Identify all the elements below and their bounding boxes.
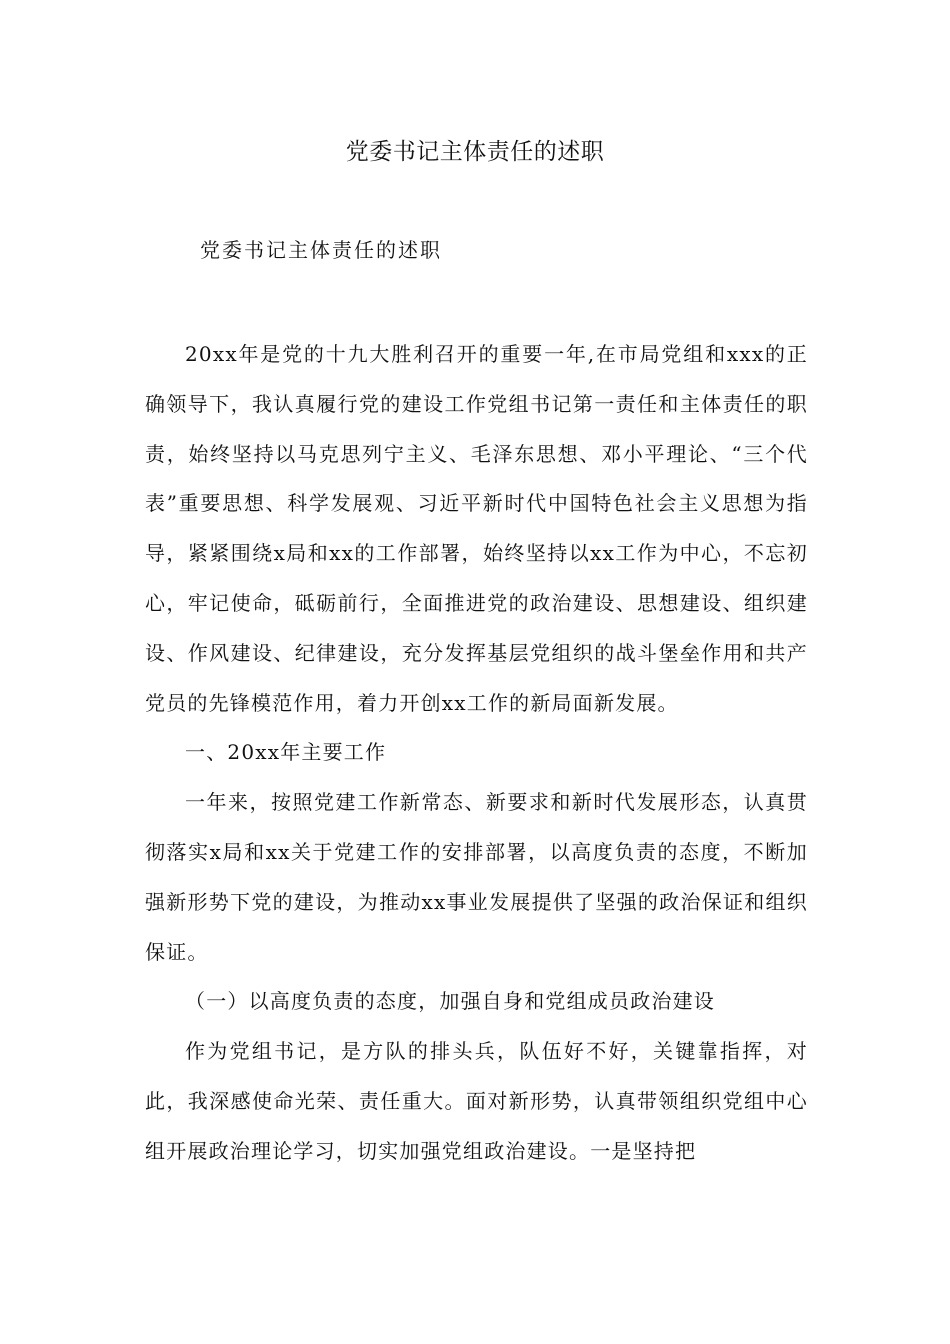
paragraph-party-secretary: 作为党组书记，是方队的排头兵，队伍好不好，关键靠指挥，对此，我深感使命光荣、责任重大。面对新形势，认真带领组织党组中心组开展政治理论学习，切实加强党组政治建设。一是坚持把 xyxy=(145,1039,808,1163)
paragraph-intro: 20xx年是党的十九大胜利召开的重要一年,在市局党组和xxx的正确领导下，我认真履行党的建设工作党组书记第一责任和主体责任的职责，始终坚持以马克思列宁主义、毛泽东思想、邓小平理论、“三个代表”重要思想、科学发展观、习近平新时代中国特色社会主义思想为指导，紧紧围绕x局和xx的工作部署，始终坚持以xx工作为中心，不忘初心，牢记使命，砥砺前行，全面推进党的政治建设、思想建设、组织建设、作风建设、纪律建设，充分发挥基层党组织的战斗堡垒作用和共产党员的先锋模范作用，着力开创xx工作的新局面新发展。 xyxy=(145,342,808,715)
subsection-heading-political-building: （一）以高度负责的态度，加强自身和党组成员政治建设 xyxy=(185,989,715,1014)
section-heading-main-work: 一、20xx年主要工作 xyxy=(185,740,387,765)
document-body xyxy=(145,330,808,1177)
document-subtitle: 党委书记主体责任的述职 xyxy=(200,238,442,262)
paragraph-overview: 一年来，按照党建工作新常态、新要求和新时代发展形态，认真贯彻落实x局和xx关于党建工作的安排部署，以高度负责的态度，不断加强新形势下党的建设，为推动xx事业发展提供了坚强的政治保证和组织保证。 xyxy=(145,790,808,964)
document-title: 党委书记主体责任的述职 xyxy=(345,139,605,165)
